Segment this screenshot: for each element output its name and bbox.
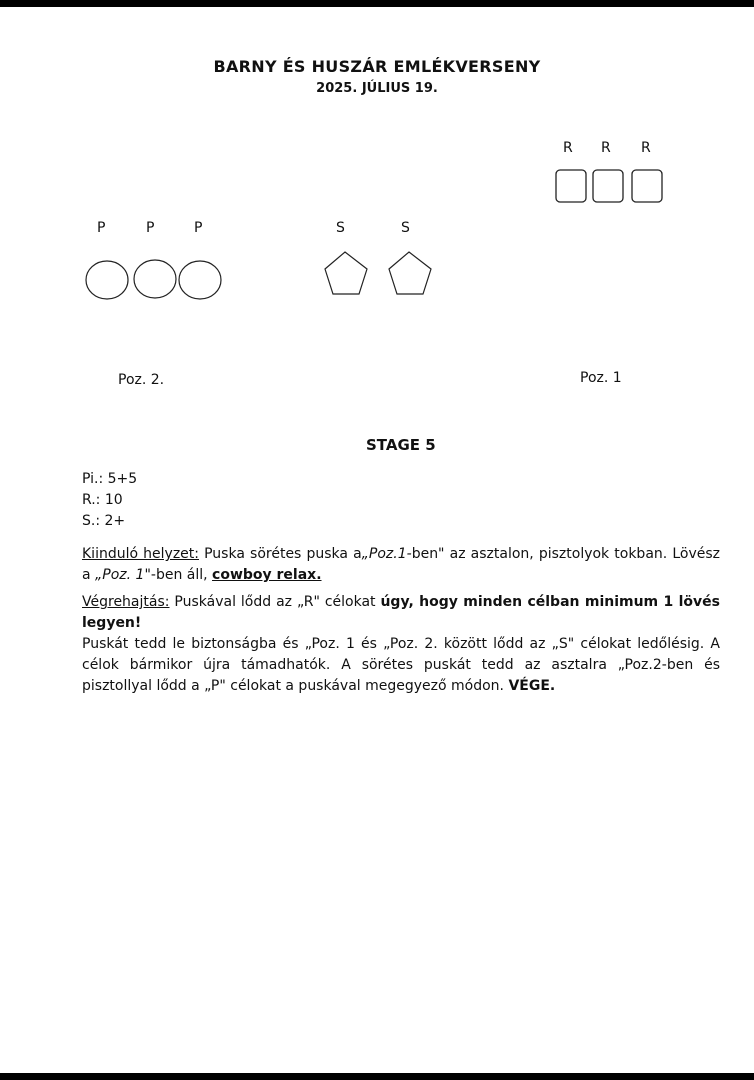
start-text-3: -ben áll, <box>150 567 213 583</box>
target-diagram <box>0 7 754 427</box>
r-target-square <box>556 170 586 202</box>
r-target-square <box>632 170 662 202</box>
exec-text-2: Puskát tedd le biztonságba és „Poz. 1 és „Poz. 2. között lődd az „S" célokat ledőlésig. A célok bármikor újra támadhatók. A sörétes puskát tedd az asztalra „Poz.2-ben és pisztollyal lődd a „P" célokat a puskával megegyező módon. <box>82 636 720 694</box>
position-1-label: Poz. 1 <box>580 370 622 386</box>
r-target-label: R <box>641 140 651 156</box>
stage-title: STAGE 5 <box>366 436 436 454</box>
start-heading: Kiinduló helyzet: <box>82 546 199 562</box>
start-text-2: ben" az asztalon, pisztolyok tokban. Lövész a <box>82 546 720 583</box>
r-target-label: R <box>601 140 611 156</box>
p-target-circle <box>179 261 221 299</box>
pistol-count: Pi.: 5+5 <box>82 471 138 487</box>
p-target-label: P <box>97 220 106 236</box>
p-target-circle <box>134 260 176 298</box>
s-target-label: S <box>336 220 345 236</box>
start-text-pos1: „Poz.1- <box>361 546 412 562</box>
s-target-label: S <box>401 220 410 236</box>
shotgun-count: S.: 2+ <box>82 513 126 529</box>
start-text-1: Puska sörétes puska a <box>199 546 362 562</box>
exec-text-1: Puskával lődd az „R" célokat <box>169 594 381 610</box>
p-target-circle <box>86 261 128 299</box>
stage-description <box>82 544 720 703</box>
document-date: 2025. JÚLIUS 19. <box>316 81 438 96</box>
execution-paragraph <box>82 592 720 634</box>
r-target-square <box>593 170 623 202</box>
start-text-pos1-b: „Poz. 1" <box>95 567 151 583</box>
position-2-label: Poz. 2. <box>118 372 165 388</box>
exec-text-bold: úgy, hogy minden célban minimum 1 lövés legyen! <box>82 594 720 631</box>
s-target-pentagon <box>389 252 431 294</box>
r-target-label: R <box>563 140 573 156</box>
p-target-label: P <box>146 220 155 236</box>
document-title: BARNY ÉS HUSZÁR EMLÉKVERSENY <box>213 57 541 76</box>
s-target-pentagon <box>325 252 367 294</box>
rifle-count: R.: 10 <box>82 492 123 508</box>
exec-heading: Végrehajtás: <box>82 594 170 610</box>
start-position-paragraph <box>82 544 720 586</box>
exec-end: VÉGE. <box>508 678 556 694</box>
p-target-label: P <box>194 220 203 236</box>
execution-paragraph-2 <box>82 634 720 697</box>
document-page <box>0 7 754 1073</box>
round-counts <box>82 469 137 532</box>
start-text-bold: cowboy relax. <box>212 567 322 583</box>
